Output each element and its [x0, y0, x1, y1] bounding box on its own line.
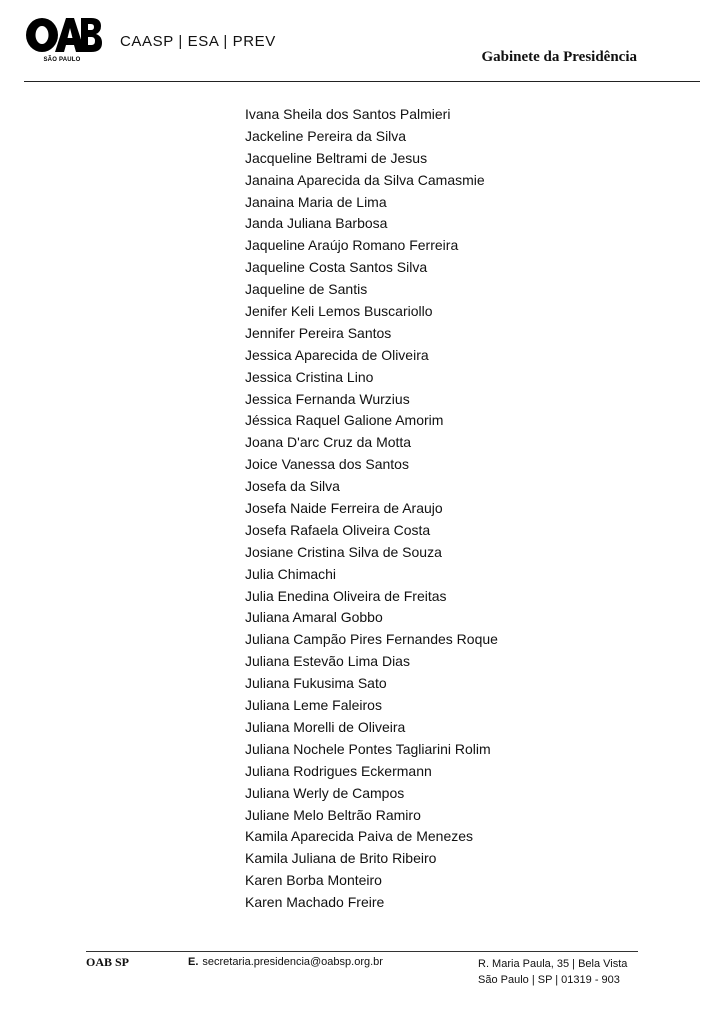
- list-item: Jaqueline de Santis: [245, 281, 368, 298]
- header-divider: [24, 81, 700, 82]
- footer-address-line2: São Paulo | SP | 01319 - 903: [478, 974, 620, 986]
- list-item: Jenifer Keli Lemos Buscariollo: [245, 303, 433, 320]
- page-header: [0, 0, 723, 84]
- list-item: Joana D'arc Cruz da Motta: [245, 434, 412, 451]
- list-item: Janaina Aparecida da Silva Camasmie: [245, 171, 485, 188]
- list-item: Kamila Juliana de Brito Ribeiro: [245, 850, 437, 867]
- list-item: Juliana Fukusima Sato: [245, 675, 387, 692]
- footer-divider: [86, 951, 638, 952]
- list-item: Janda Juliana Barbosa: [245, 215, 388, 232]
- list-item: Jaqueline Costa Santos Silva: [245, 259, 428, 276]
- footer-email-label: E.: [188, 956, 199, 968]
- list-item: Josefa Rafaela Oliveira Costa: [245, 521, 431, 538]
- list-item: Karen Borba Monteiro: [245, 872, 382, 889]
- list-item: Juliana Campão Pires Fernandes Roque: [245, 631, 498, 648]
- footer-email: [188, 956, 383, 968]
- list-item: Jéssica Raquel Galione Amorim: [245, 412, 444, 429]
- list-item: Ivana Sheila dos Santos Palmieri: [245, 106, 451, 122]
- footer-org: OAB SP: [86, 955, 130, 969]
- list-item: Juliana Estevão Lima Dias: [245, 653, 410, 670]
- list-item: Julia Enedina Oliveira de Freitas: [245, 587, 447, 604]
- footer-address: [478, 956, 627, 988]
- list-item: Joice Vanessa dos Santos: [245, 456, 409, 473]
- list-item: Juliana Rodrigues Eckermann: [245, 762, 432, 779]
- list-item: Jacqueline Beltrami de Jesus: [245, 149, 428, 166]
- list-item: Jennifer Pereira Santos: [245, 324, 392, 341]
- list-item: Jessica Fernanda Wurzius: [245, 390, 410, 407]
- list-item: Juliana Nochele Pontes Tagliarini Rolim: [245, 740, 491, 757]
- oab-logo: [26, 17, 102, 67]
- footer-email-address[interactable]: secretaria.presidencia@oabsp.org.br: [202, 956, 383, 968]
- footer-address-line1: R. Maria Paula, 35 | Bela Vista: [478, 958, 628, 970]
- list-item: Kamila Aparecida Paiva de Menezes: [245, 828, 474, 845]
- list-item: Jackeline Pereira da Silva: [245, 127, 407, 144]
- list-item: Jessica Cristina Lino: [245, 368, 374, 385]
- list-item: Jaqueline Araújo Romano Ferreira: [245, 237, 459, 254]
- list-item: Juliane Melo Beltrão Ramiro: [245, 806, 421, 823]
- list-item: Juliana Morelli de Oliveira: [245, 718, 406, 735]
- list-item: Julia Chimachi: [245, 565, 337, 582]
- list-item: Jessica Aparecida de Oliveira: [245, 346, 429, 363]
- list-item: Josefa da Silva: [245, 478, 340, 495]
- list-item: Juliana Werly de Campos: [245, 784, 405, 801]
- list-item: Juliana Amaral Gobbo: [245, 609, 383, 626]
- list-item: Janaina Maria de Lima: [245, 193, 387, 210]
- brand-line: CAASP | ESA | PREV: [120, 33, 276, 50]
- list-item: Juliana Leme Faleiros: [245, 697, 382, 714]
- oab-logo-mark: [26, 17, 102, 55]
- oab-logo-subtext: SÃO PAULO: [43, 57, 81, 63]
- list-item: Josefa Naide Ferreira de Araujo: [245, 500, 443, 517]
- list-item: Josiane Cristina Silva de Souza: [245, 543, 442, 560]
- office-title: Gabinete da Presidência: [481, 49, 637, 65]
- names-list: [245, 104, 498, 914]
- list-item: Karen Machado Freire: [245, 894, 385, 911]
